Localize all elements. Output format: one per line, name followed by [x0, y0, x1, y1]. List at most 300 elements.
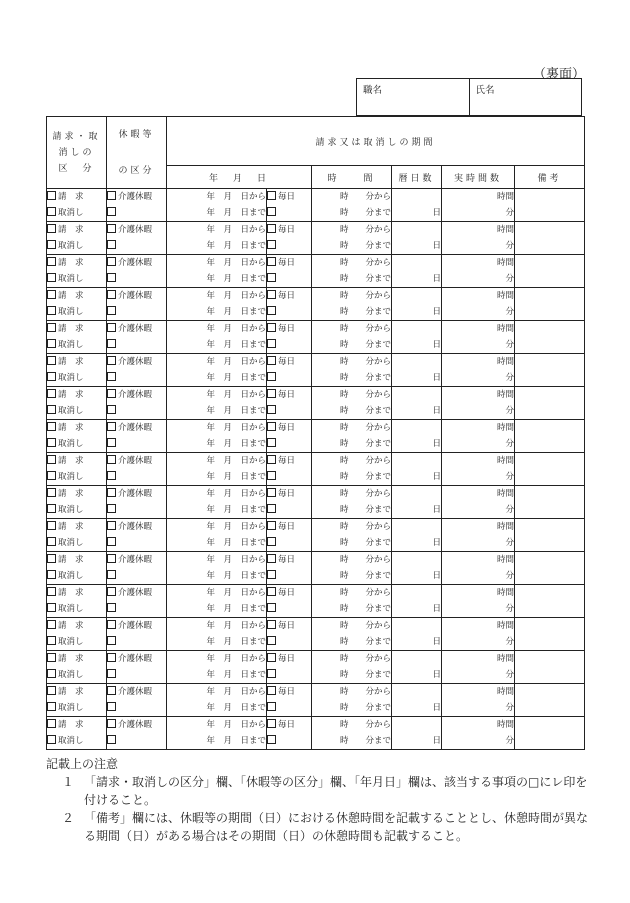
checkbox-icon[interactable]: [47, 521, 56, 530]
checkbox-icon[interactable]: [107, 521, 116, 530]
checkbox-icon[interactable]: [267, 488, 276, 497]
checkbox-icon[interactable]: [107, 306, 116, 315]
checkbox-icon[interactable]: [267, 636, 276, 645]
cancel-option[interactable]: 取消し: [58, 736, 84, 746]
daily-option[interactable]: 毎日: [278, 291, 296, 301]
date-to[interactable]: 年 月 日まで: [167, 733, 267, 750]
cancel-option[interactable]: 取消し: [58, 208, 84, 218]
checkbox-icon[interactable]: [47, 719, 56, 728]
time-from[interactable]: 時 分から: [312, 585, 392, 602]
daily-option[interactable]: 毎日: [278, 225, 296, 235]
checkbox-icon[interactable]: [107, 405, 116, 414]
checkbox-icon[interactable]: [267, 356, 276, 365]
time-to[interactable]: 時 分まで: [312, 568, 392, 585]
checkbox-icon[interactable]: [267, 257, 276, 266]
checkbox-icon[interactable]: [47, 356, 56, 365]
checkbox-icon[interactable]: [47, 405, 56, 414]
time-from[interactable]: 時 分から: [312, 684, 392, 701]
daily-option[interactable]: 毎日: [278, 621, 296, 631]
remarks-cell[interactable]: [515, 337, 585, 354]
date-from[interactable]: 年 月 日から: [167, 420, 267, 437]
vacation-type-option[interactable]: 介護休暇: [118, 654, 153, 664]
vacation-type-option[interactable]: 介護休暇: [118, 687, 153, 697]
remarks-cell[interactable]: [515, 205, 585, 222]
cancel-option[interactable]: 取消し: [58, 439, 84, 449]
days-value[interactable]: 日: [392, 700, 442, 717]
days-cell[interactable]: [392, 486, 442, 503]
checkbox-icon[interactable]: [267, 273, 276, 282]
time-from[interactable]: 時 分から: [312, 420, 392, 437]
remarks-cell[interactable]: [515, 271, 585, 288]
days-value[interactable]: 日: [392, 502, 442, 519]
vacation-type-option[interactable]: 介護休暇: [118, 489, 153, 499]
hours-value[interactable]: 時間: [442, 321, 515, 338]
checkbox-icon[interactable]: [267, 686, 276, 695]
vacation-type-option[interactable]: 介護休暇: [118, 291, 153, 301]
checkbox-icon[interactable]: [47, 504, 56, 513]
cancel-option[interactable]: 取消し: [58, 406, 84, 416]
date-from[interactable]: 年 月 日から: [167, 222, 267, 239]
checkbox-icon[interactable]: [47, 240, 56, 249]
remarks-cell[interactable]: [515, 486, 585, 503]
time-to[interactable]: 時 分まで: [312, 502, 392, 519]
request-option[interactable]: 請 求: [58, 489, 84, 499]
time-to[interactable]: 時 分まで: [312, 403, 392, 420]
cancel-option[interactable]: 取消し: [58, 505, 84, 515]
minutes-value[interactable]: 分: [442, 502, 515, 519]
remarks-cell[interactable]: [515, 370, 585, 387]
checkbox-icon[interactable]: [267, 339, 276, 348]
checkbox-icon[interactable]: [47, 587, 56, 596]
checkbox-icon[interactable]: [47, 323, 56, 332]
request-option[interactable]: 請 求: [58, 522, 84, 532]
checkbox-icon[interactable]: [47, 636, 56, 645]
minutes-value[interactable]: 分: [442, 634, 515, 651]
checkbox-icon[interactable]: [107, 636, 116, 645]
checkbox-icon[interactable]: [47, 735, 56, 744]
checkbox-icon[interactable]: [107, 537, 116, 546]
checkbox-icon[interactable]: [47, 570, 56, 579]
checkbox-icon[interactable]: [47, 224, 56, 233]
request-option[interactable]: 請 求: [58, 225, 84, 235]
checkbox-icon[interactable]: [267, 620, 276, 629]
cancel-option[interactable]: 取消し: [58, 703, 84, 713]
minutes-value[interactable]: 分: [442, 337, 515, 354]
days-value[interactable]: 日: [392, 568, 442, 585]
days-cell[interactable]: [392, 288, 442, 305]
time-from[interactable]: 時 分から: [312, 222, 392, 239]
time-to[interactable]: 時 分まで: [312, 634, 392, 651]
checkbox-icon[interactable]: [107, 587, 116, 596]
remarks-cell[interactable]: [515, 469, 585, 486]
checkbox-icon[interactable]: [107, 438, 116, 447]
time-from[interactable]: 時 分から: [312, 486, 392, 503]
checkbox-icon[interactable]: [107, 339, 116, 348]
minutes-value[interactable]: 分: [442, 436, 515, 453]
checkbox-icon[interactable]: [267, 240, 276, 249]
checkbox-icon[interactable]: [47, 257, 56, 266]
time-from[interactable]: 時 分から: [312, 354, 392, 371]
checkbox-icon[interactable]: [107, 191, 116, 200]
hours-value[interactable]: 時間: [442, 618, 515, 635]
vacation-type-option[interactable]: 介護休暇: [118, 390, 153, 400]
cancel-option[interactable]: 取消し: [58, 472, 84, 482]
date-from[interactable]: 年 月 日から: [167, 453, 267, 470]
vacation-type-option[interactable]: 介護休暇: [118, 423, 153, 433]
hours-value[interactable]: 時間: [442, 255, 515, 272]
checkbox-icon[interactable]: [47, 537, 56, 546]
remarks-cell[interactable]: [515, 288, 585, 305]
hours-value[interactable]: 時間: [442, 288, 515, 305]
minutes-value[interactable]: 分: [442, 733, 515, 750]
date-from[interactable]: 年 月 日から: [167, 387, 267, 404]
date-from[interactable]: 年 月 日から: [167, 189, 267, 206]
checkbox-icon[interactable]: [47, 306, 56, 315]
checkbox-icon[interactable]: [267, 438, 276, 447]
checkbox-icon[interactable]: [267, 207, 276, 216]
checkbox-icon[interactable]: [47, 702, 56, 711]
days-value[interactable]: 日: [392, 337, 442, 354]
days-value[interactable]: 日: [392, 370, 442, 387]
hours-value[interactable]: 時間: [442, 651, 515, 668]
remarks-cell[interactable]: [515, 436, 585, 453]
days-value[interactable]: 日: [392, 238, 442, 255]
checkbox-icon[interactable]: [107, 488, 116, 497]
days-value[interactable]: 日: [392, 436, 442, 453]
name-field[interactable]: 氏名: [469, 79, 582, 115]
daily-option[interactable]: 毎日: [278, 324, 296, 334]
days-cell[interactable]: [392, 321, 442, 338]
time-to[interactable]: 時 分まで: [312, 337, 392, 354]
remarks-cell[interactable]: [515, 222, 585, 239]
time-to[interactable]: 時 分まで: [312, 271, 392, 288]
time-from[interactable]: 時 分から: [312, 651, 392, 668]
remarks-cell[interactable]: [515, 585, 585, 602]
date-to[interactable]: 年 月 日まで: [167, 238, 267, 255]
checkbox-icon[interactable]: [47, 339, 56, 348]
time-to[interactable]: 時 分まで: [312, 469, 392, 486]
days-cell[interactable]: [392, 717, 442, 734]
checkbox-icon[interactable]: [47, 471, 56, 480]
checkbox-icon[interactable]: [107, 735, 116, 744]
vacation-type-option[interactable]: 介護休暇: [118, 258, 153, 268]
daily-option[interactable]: 毎日: [278, 456, 296, 466]
checkbox-icon[interactable]: [107, 455, 116, 464]
date-from[interactable]: 年 月 日から: [167, 552, 267, 569]
date-to[interactable]: 年 月 日まで: [167, 700, 267, 717]
time-from[interactable]: 時 分から: [312, 189, 392, 206]
minutes-value[interactable]: 分: [442, 667, 515, 684]
remarks-cell[interactable]: [515, 304, 585, 321]
hours-value[interactable]: 時間: [442, 684, 515, 701]
days-cell[interactable]: [392, 453, 442, 470]
checkbox-icon[interactable]: [267, 422, 276, 431]
daily-option[interactable]: 毎日: [278, 687, 296, 697]
date-to[interactable]: 年 月 日まで: [167, 271, 267, 288]
time-to[interactable]: 時 分まで: [312, 535, 392, 552]
time-to[interactable]: 時 分まで: [312, 205, 392, 222]
checkbox-icon[interactable]: [267, 587, 276, 596]
days-value[interactable]: 日: [392, 733, 442, 750]
hours-value[interactable]: 時間: [442, 717, 515, 734]
vacation-type-option[interactable]: 介護休暇: [118, 456, 153, 466]
remarks-cell[interactable]: [515, 255, 585, 272]
days-value[interactable]: 日: [392, 535, 442, 552]
request-option[interactable]: 請 求: [58, 390, 84, 400]
checkbox-icon[interactable]: [47, 620, 56, 629]
date-to[interactable]: 年 月 日まで: [167, 601, 267, 618]
minutes-value[interactable]: 分: [442, 535, 515, 552]
checkbox-icon[interactable]: [267, 471, 276, 480]
days-cell[interactable]: [392, 585, 442, 602]
hours-value[interactable]: 時間: [442, 354, 515, 371]
time-from[interactable]: 時 分から: [312, 321, 392, 338]
remarks-cell[interactable]: [515, 651, 585, 668]
checkbox-icon[interactable]: [267, 669, 276, 678]
checkbox-icon[interactable]: [267, 504, 276, 513]
checkbox-icon[interactable]: [267, 719, 276, 728]
days-cell[interactable]: [392, 618, 442, 635]
checkbox-icon[interactable]: [267, 455, 276, 464]
cancel-option[interactable]: 取消し: [58, 637, 84, 647]
checkbox-icon[interactable]: [107, 471, 116, 480]
date-to[interactable]: 年 月 日まで: [167, 568, 267, 585]
minutes-value[interactable]: 分: [442, 469, 515, 486]
checkbox-icon[interactable]: [267, 290, 276, 299]
minutes-value[interactable]: 分: [442, 568, 515, 585]
minutes-value[interactable]: 分: [442, 271, 515, 288]
date-to[interactable]: 年 月 日まで: [167, 370, 267, 387]
checkbox-icon[interactable]: [47, 422, 56, 431]
checkbox-icon[interactable]: [47, 290, 56, 299]
cancel-option[interactable]: 取消し: [58, 274, 84, 284]
remarks-cell[interactable]: [515, 535, 585, 552]
days-cell[interactable]: [392, 552, 442, 569]
days-cell[interactable]: [392, 420, 442, 437]
date-to[interactable]: 年 月 日まで: [167, 436, 267, 453]
days-value[interactable]: 日: [392, 271, 442, 288]
checkbox-icon[interactable]: [267, 554, 276, 563]
date-to[interactable]: 年 月 日まで: [167, 304, 267, 321]
checkbox-icon[interactable]: [107, 356, 116, 365]
vacation-type-option[interactable]: 介護休暇: [118, 720, 153, 730]
hours-value[interactable]: 時間: [442, 222, 515, 239]
checkbox-icon[interactable]: [267, 603, 276, 612]
time-to[interactable]: 時 分まで: [312, 238, 392, 255]
remarks-cell[interactable]: [515, 717, 585, 734]
minutes-value[interactable]: 分: [442, 238, 515, 255]
checkbox-icon[interactable]: [267, 224, 276, 233]
remarks-cell[interactable]: [515, 354, 585, 371]
hours-value[interactable]: 時間: [442, 453, 515, 470]
checkbox-icon[interactable]: [267, 702, 276, 711]
time-to[interactable]: 時 分まで: [312, 700, 392, 717]
vacation-type-option[interactable]: 介護休暇: [118, 522, 153, 532]
time-from[interactable]: 時 分から: [312, 519, 392, 536]
checkbox-icon[interactable]: [107, 702, 116, 711]
date-to[interactable]: 年 月 日まで: [167, 337, 267, 354]
time-from[interactable]: 時 分から: [312, 552, 392, 569]
time-from[interactable]: 時 分から: [312, 717, 392, 734]
cancel-option[interactable]: 取消し: [58, 373, 84, 383]
date-from[interactable]: 年 月 日から: [167, 288, 267, 305]
time-from[interactable]: 時 分から: [312, 387, 392, 404]
daily-option[interactable]: 毎日: [278, 720, 296, 730]
days-value[interactable]: 日: [392, 634, 442, 651]
date-from[interactable]: 年 月 日から: [167, 486, 267, 503]
cancel-option[interactable]: 取消し: [58, 604, 84, 614]
checkbox-icon[interactable]: [47, 273, 56, 282]
daily-option[interactable]: 毎日: [278, 522, 296, 532]
time-to[interactable]: 時 分まで: [312, 370, 392, 387]
cancel-option[interactable]: 取消し: [58, 538, 84, 548]
vacation-type-option[interactable]: 介護休暇: [118, 588, 153, 598]
request-option[interactable]: 請 求: [58, 456, 84, 466]
time-from[interactable]: 時 分から: [312, 255, 392, 272]
vacation-type-option[interactable]: 介護休暇: [118, 225, 153, 235]
time-from[interactable]: 時 分から: [312, 618, 392, 635]
date-from[interactable]: 年 月 日から: [167, 585, 267, 602]
minutes-value[interactable]: 分: [442, 700, 515, 717]
request-option[interactable]: 請 求: [58, 588, 84, 598]
time-from[interactable]: 時 分から: [312, 453, 392, 470]
request-option[interactable]: 請 求: [58, 423, 84, 433]
checkbox-icon[interactable]: [267, 372, 276, 381]
minutes-value[interactable]: 分: [442, 403, 515, 420]
daily-option[interactable]: 毎日: [278, 555, 296, 565]
hours-value[interactable]: 時間: [442, 585, 515, 602]
remarks-cell[interactable]: [515, 700, 585, 717]
checkbox-icon[interactable]: [47, 455, 56, 464]
checkbox-icon[interactable]: [107, 620, 116, 629]
vacation-type-option[interactable]: 介護休暇: [118, 357, 153, 367]
date-from[interactable]: 年 月 日から: [167, 519, 267, 536]
days-value[interactable]: 日: [392, 205, 442, 222]
request-option[interactable]: 請 求: [58, 357, 84, 367]
daily-option[interactable]: 毎日: [278, 423, 296, 433]
checkbox-icon[interactable]: [107, 422, 116, 431]
remarks-cell[interactable]: [515, 634, 585, 651]
date-to[interactable]: 年 月 日まで: [167, 469, 267, 486]
days-cell[interactable]: [392, 519, 442, 536]
remarks-cell[interactable]: [515, 403, 585, 420]
checkbox-icon[interactable]: [107, 372, 116, 381]
vacation-type-option[interactable]: 介護休暇: [118, 324, 153, 334]
days-value[interactable]: 日: [392, 601, 442, 618]
daily-option[interactable]: 毎日: [278, 192, 296, 202]
request-option[interactable]: 請 求: [58, 654, 84, 664]
checkbox-icon[interactable]: [267, 570, 276, 579]
days-cell[interactable]: [392, 684, 442, 701]
checkbox-icon[interactable]: [107, 603, 116, 612]
date-from[interactable]: 年 月 日から: [167, 684, 267, 701]
minutes-value[interactable]: 分: [442, 205, 515, 222]
hours-value[interactable]: 時間: [442, 189, 515, 206]
request-option[interactable]: 請 求: [58, 258, 84, 268]
remarks-cell[interactable]: [515, 618, 585, 635]
date-to[interactable]: 年 月 日まで: [167, 634, 267, 651]
remarks-cell[interactable]: [515, 238, 585, 255]
remarks-cell[interactable]: [515, 502, 585, 519]
date-to[interactable]: 年 月 日まで: [167, 667, 267, 684]
daily-option[interactable]: 毎日: [278, 390, 296, 400]
checkbox-icon[interactable]: [47, 554, 56, 563]
days-cell[interactable]: [392, 387, 442, 404]
request-option[interactable]: 請 求: [58, 555, 84, 565]
cancel-option[interactable]: 取消し: [58, 307, 84, 317]
checkbox-icon[interactable]: [47, 686, 56, 695]
checkbox-icon[interactable]: [107, 570, 116, 579]
checkbox-icon[interactable]: [267, 191, 276, 200]
cancel-option[interactable]: 取消し: [58, 571, 84, 581]
days-cell[interactable]: [392, 354, 442, 371]
date-to[interactable]: 年 月 日まで: [167, 502, 267, 519]
hours-value[interactable]: 時間: [442, 420, 515, 437]
remarks-cell[interactable]: [515, 601, 585, 618]
vacation-type-option[interactable]: 介護休暇: [118, 192, 153, 202]
checkbox-icon[interactable]: [47, 438, 56, 447]
days-cell[interactable]: [392, 255, 442, 272]
daily-option[interactable]: 毎日: [278, 258, 296, 268]
checkbox-icon[interactable]: [107, 653, 116, 662]
hours-value[interactable]: 時間: [442, 486, 515, 503]
hours-value[interactable]: 時間: [442, 519, 515, 536]
daily-option[interactable]: 毎日: [278, 357, 296, 367]
minutes-value[interactable]: 分: [442, 370, 515, 387]
days-value[interactable]: 日: [392, 667, 442, 684]
checkbox-icon[interactable]: [267, 653, 276, 662]
checkbox-icon[interactable]: [47, 653, 56, 662]
request-option[interactable]: 請 求: [58, 687, 84, 697]
time-from[interactable]: 時 分から: [312, 288, 392, 305]
remarks-cell[interactable]: [515, 519, 585, 536]
checkbox-icon[interactable]: [47, 207, 56, 216]
days-cell[interactable]: [392, 189, 442, 206]
checkbox-icon[interactable]: [47, 669, 56, 678]
daily-option[interactable]: 毎日: [278, 654, 296, 664]
hours-value[interactable]: 時間: [442, 387, 515, 404]
remarks-cell[interactable]: [515, 667, 585, 684]
cancel-option[interactable]: 取消し: [58, 241, 84, 251]
checkbox-icon[interactable]: [107, 240, 116, 249]
days-value[interactable]: 日: [392, 304, 442, 321]
checkbox-icon[interactable]: [107, 224, 116, 233]
days-value[interactable]: 日: [392, 469, 442, 486]
time-to[interactable]: 時 分まで: [312, 733, 392, 750]
remarks-cell[interactable]: [515, 453, 585, 470]
checkbox-icon[interactable]: [267, 537, 276, 546]
date-to[interactable]: 年 月 日まで: [167, 535, 267, 552]
checkbox-icon[interactable]: [267, 735, 276, 744]
time-to[interactable]: 時 分まで: [312, 601, 392, 618]
remarks-cell[interactable]: [515, 321, 585, 338]
cancel-option[interactable]: 取消し: [58, 340, 84, 350]
checkbox-icon[interactable]: [107, 273, 116, 282]
days-value[interactable]: 日: [392, 403, 442, 420]
date-to[interactable]: 年 月 日まで: [167, 205, 267, 222]
checkbox-icon[interactable]: [47, 389, 56, 398]
remarks-cell[interactable]: [515, 189, 585, 206]
request-option[interactable]: 請 求: [58, 720, 84, 730]
remarks-cell[interactable]: [515, 733, 585, 750]
checkbox-icon[interactable]: [267, 323, 276, 332]
vacation-type-option[interactable]: 介護休暇: [118, 555, 153, 565]
date-from[interactable]: 年 月 日から: [167, 321, 267, 338]
time-to[interactable]: 時 分まで: [312, 667, 392, 684]
time-to[interactable]: 時 分まで: [312, 436, 392, 453]
checkbox-icon[interactable]: [107, 719, 116, 728]
checkbox-icon[interactable]: [107, 686, 116, 695]
